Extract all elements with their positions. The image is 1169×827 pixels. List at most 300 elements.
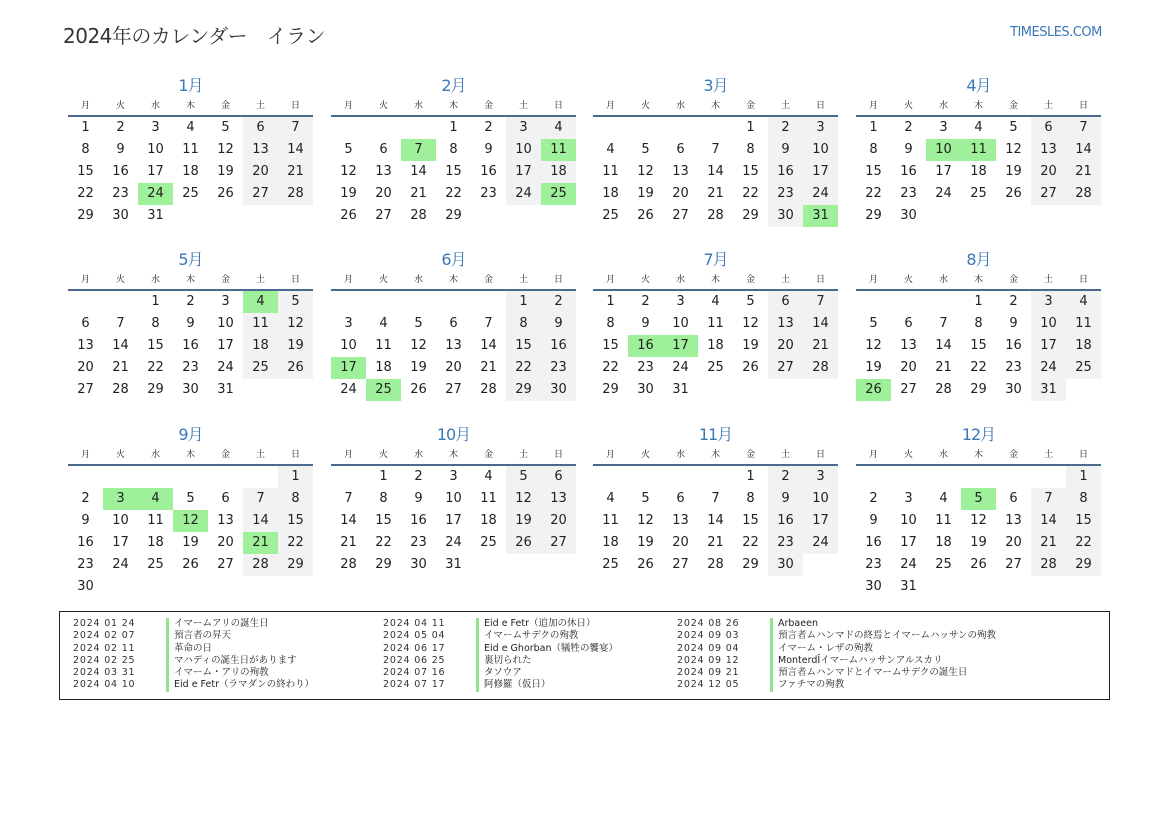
- holiday-name: 預言者の昇天: [166, 630, 231, 642]
- weekday-label: 金: [745, 450, 755, 460]
- weekday-header: [856, 271, 1101, 291]
- day-cell: 13: [672, 513, 689, 528]
- day-cell: 26: [637, 557, 654, 572]
- day-cell: 25: [707, 360, 724, 375]
- day-cell: 22: [742, 535, 759, 550]
- day-cell: 30: [900, 208, 917, 223]
- day-cell: 31: [672, 382, 689, 397]
- weekday-label: 月: [868, 450, 878, 460]
- holiday-column: [664, 618, 996, 692]
- day-grid: [68, 117, 313, 227]
- day-cell: 19: [970, 535, 987, 550]
- weekday-label: 土: [518, 450, 528, 460]
- holiday-day-cell: 17: [663, 335, 698, 357]
- day-cell: 24: [506, 183, 541, 205]
- day-cell: 2: [869, 491, 878, 506]
- day-cell: 2: [1009, 294, 1018, 309]
- day-cell: 17: [900, 535, 917, 550]
- day-cell: 5: [641, 491, 650, 506]
- day-cell: 18: [147, 535, 164, 550]
- day-cell: 2: [484, 120, 493, 135]
- day-cell: 27: [217, 557, 234, 572]
- day-cell: 10: [506, 139, 541, 161]
- day-cell: 25: [935, 557, 952, 572]
- day-cell: 5: [221, 120, 230, 135]
- day-cell: 4: [1066, 291, 1101, 313]
- holiday-name: Eid e Ghorban（犠牲の饗宴）: [476, 643, 618, 655]
- weekday-label: 木: [710, 275, 720, 285]
- day-cell: 16: [541, 335, 576, 357]
- day-cell: 20: [1005, 535, 1022, 550]
- weekday-label: 木: [973, 275, 983, 285]
- day-cell: 31: [147, 208, 164, 223]
- day-cell: 19: [1005, 164, 1022, 179]
- holiday-date: 2024 06 25: [383, 654, 446, 666]
- empty-cell: [243, 466, 278, 488]
- day-cell: 10: [900, 513, 917, 528]
- day-cell: 8: [606, 316, 615, 331]
- day-cell: 7: [711, 491, 720, 506]
- month-title: 6月: [441, 250, 466, 269]
- day-cell: 20: [375, 186, 392, 201]
- weekday-label: 火: [115, 450, 125, 460]
- day-cell: 3: [939, 120, 948, 135]
- day-cell: 21: [707, 535, 724, 550]
- day-cell: 29: [865, 208, 882, 223]
- day-cell: 27: [1005, 557, 1022, 572]
- empty-cell: [663, 466, 698, 488]
- day-cell: 4: [379, 316, 388, 331]
- day-cell: 31: [217, 382, 234, 397]
- day-cell: 15: [77, 164, 94, 179]
- holiday-date: 2024 07 17: [383, 679, 446, 691]
- day-cell: 4: [186, 120, 195, 135]
- day-cell: 17: [803, 510, 838, 532]
- holiday-name: Eid e Fetr（ラマダンの終わり）: [166, 679, 314, 691]
- day-cell: 31: [900, 579, 917, 594]
- empty-cell: [663, 117, 698, 139]
- weekday-label: 水: [150, 101, 160, 111]
- weekday-label: 月: [868, 275, 878, 285]
- weekday-label: 木: [185, 101, 195, 111]
- day-cell: 18: [707, 338, 724, 353]
- day-cell: 8: [746, 142, 755, 157]
- day-cell: 2: [116, 120, 125, 135]
- weekday-header: [68, 446, 313, 466]
- holiday-row: [60, 618, 314, 630]
- month-4: [856, 75, 1101, 227]
- day-cell: 20: [900, 360, 917, 375]
- day-cell: 14: [1031, 510, 1066, 532]
- day-cell: 13: [77, 338, 94, 353]
- day-cell: 30: [637, 382, 654, 397]
- day-cell: 1: [746, 469, 755, 484]
- day-cell: 15: [278, 510, 313, 532]
- day-cell: 1: [1066, 466, 1101, 488]
- empty-cell: [103, 291, 138, 313]
- day-cell: 26: [182, 557, 199, 572]
- day-cell: 30: [182, 382, 199, 397]
- day-cell: 21: [480, 360, 497, 375]
- day-cell: 7: [939, 316, 948, 331]
- day-cell: 21: [803, 335, 838, 357]
- weekday-label: 木: [973, 101, 983, 111]
- day-cell: 4: [711, 294, 720, 309]
- day-cell: 5: [344, 142, 353, 157]
- weekday-label: 水: [938, 101, 948, 111]
- day-cell: 23: [900, 186, 917, 201]
- day-cell: 11: [375, 338, 392, 353]
- day-cell: 28: [243, 554, 278, 576]
- day-cell: 20: [768, 335, 803, 357]
- weekday-label: 水: [413, 450, 423, 460]
- weekday-label: 土: [780, 275, 790, 285]
- day-cell: 12: [506, 488, 541, 510]
- empty-cell: [593, 466, 628, 488]
- day-cell: 18: [480, 513, 497, 528]
- empty-cell: [628, 466, 663, 488]
- day-cell: 6: [1009, 491, 1018, 506]
- day-cell: 7: [711, 142, 720, 157]
- day-cell: 6: [904, 316, 913, 331]
- month-title: 4月: [966, 76, 991, 95]
- day-cell: 16: [1005, 338, 1022, 353]
- day-cell: 22: [602, 360, 619, 375]
- day-cell: 2: [768, 466, 803, 488]
- weekday-label: 木: [710, 450, 720, 460]
- day-cell: 6: [676, 491, 685, 506]
- day-cell: 5: [414, 316, 423, 331]
- day-cell: 17: [147, 164, 164, 179]
- day-grid: [68, 291, 313, 401]
- day-cell: 17: [803, 161, 838, 183]
- weekday-label: 日: [553, 101, 563, 111]
- day-cell: 26: [410, 382, 427, 397]
- holiday-date: 2024 02 25: [73, 654, 136, 666]
- day-cell: 31: [445, 557, 462, 572]
- weekday-label: 金: [745, 275, 755, 285]
- day-cell: 13: [445, 338, 462, 353]
- holiday-date: 2024 03 31: [73, 667, 136, 679]
- day-cell: 1: [81, 120, 90, 135]
- day-cell: 27: [1031, 183, 1066, 205]
- holiday-row: [60, 643, 314, 655]
- day-cell: 13: [541, 488, 576, 510]
- day-cell: 14: [935, 338, 952, 353]
- day-cell: 13: [672, 164, 689, 179]
- day-cell: 9: [186, 316, 195, 331]
- holiday-date: 2024 09 04: [677, 642, 740, 654]
- day-cell: 17: [935, 164, 952, 179]
- day-cell: 6: [1031, 117, 1066, 139]
- day-cell: 7: [1031, 488, 1066, 510]
- day-cell: 12: [637, 164, 654, 179]
- day-cell: 22: [1066, 532, 1101, 554]
- holiday-row: [664, 618, 996, 630]
- day-cell: 29: [445, 208, 462, 223]
- day-cell: 13: [243, 139, 278, 161]
- holiday-row: [664, 667, 996, 679]
- month-title: 2月: [441, 76, 466, 95]
- day-cell: 24: [445, 535, 462, 550]
- day-cell: 11: [147, 513, 164, 528]
- day-cell: 8: [746, 491, 755, 506]
- holiday-day-cell: 11: [541, 139, 576, 161]
- day-cell: 17: [112, 535, 129, 550]
- day-cell: 6: [243, 117, 278, 139]
- weekday-label: 金: [220, 101, 230, 111]
- weekday-label: 金: [1008, 275, 1018, 285]
- day-cell: 26: [970, 557, 987, 572]
- empty-cell: [331, 117, 366, 139]
- day-cell: 19: [637, 186, 654, 201]
- day-cell: 11: [182, 142, 199, 157]
- day-cell: 16: [112, 164, 129, 179]
- weekday-label: 水: [675, 101, 685, 111]
- day-cell: 31: [1031, 379, 1066, 401]
- holiday-row: [370, 667, 618, 679]
- month-1: [68, 75, 313, 227]
- day-cell: 21: [112, 360, 129, 375]
- holiday-date: 2024 08 26: [677, 618, 740, 629]
- month-title: 7月: [703, 250, 728, 269]
- day-cell: 18: [375, 360, 392, 375]
- day-cell: 28: [278, 183, 313, 205]
- day-cell: 22: [506, 357, 541, 379]
- day-cell: 21: [707, 186, 724, 201]
- day-cell: 8: [81, 142, 90, 157]
- day-cell: 21: [278, 161, 313, 183]
- weekday-label: 土: [255, 275, 265, 285]
- day-cell: 1: [379, 469, 388, 484]
- day-cell: 23: [768, 183, 803, 205]
- day-grid: [331, 291, 576, 401]
- empty-cell: [926, 466, 961, 488]
- day-cell: 10: [803, 139, 838, 161]
- day-cell: 15: [865, 164, 882, 179]
- holiday-row: [370, 679, 618, 691]
- day-cell: 24: [112, 557, 129, 572]
- weekday-label: 日: [553, 275, 563, 285]
- holiday-date: 2024 01 24: [73, 618, 136, 629]
- day-cell: 15: [742, 513, 759, 528]
- day-cell: 18: [602, 535, 619, 550]
- weekday-label: 土: [518, 101, 528, 111]
- day-cell: 9: [768, 488, 803, 510]
- holiday-row: [664, 655, 996, 667]
- holiday-day-cell: 31: [803, 205, 838, 227]
- holiday-name: 阿修羅（仮日）: [476, 679, 551, 691]
- day-cell: 12: [970, 513, 987, 528]
- day-cell: 3: [904, 491, 913, 506]
- month-5: [68, 249, 313, 401]
- weekday-label: 土: [780, 101, 790, 111]
- month-10: [331, 424, 576, 576]
- month-title: 8月: [966, 250, 991, 269]
- day-cell: 20: [217, 535, 234, 550]
- day-cell: 18: [970, 164, 987, 179]
- empty-cell: [138, 466, 173, 488]
- day-cell: 14: [243, 510, 278, 532]
- day-cell: 28: [112, 382, 129, 397]
- weekday-label: 土: [255, 450, 265, 460]
- day-cell: 25: [182, 186, 199, 201]
- day-cell: 24: [935, 186, 952, 201]
- day-cell: 3: [676, 294, 685, 309]
- day-cell: 1: [151, 294, 160, 309]
- empty-cell: [856, 466, 891, 488]
- holiday-row: [60, 667, 314, 679]
- weekday-label: 金: [220, 450, 230, 460]
- holiday-date: 2024 04 11: [383, 618, 446, 629]
- day-cell: 6: [541, 466, 576, 488]
- day-cell: 19: [742, 338, 759, 353]
- day-cell: 28: [1066, 183, 1101, 205]
- day-cell: 12: [742, 316, 759, 331]
- day-cell: 4: [484, 469, 493, 484]
- empty-cell: [628, 117, 663, 139]
- holiday-row: [664, 679, 996, 691]
- day-cell: 26: [217, 186, 234, 201]
- day-cell: 30: [768, 205, 803, 227]
- page-title: 2024年のカレンダー イラン: [63, 24, 326, 48]
- day-cell: 11: [602, 513, 619, 528]
- day-cell: 30: [112, 208, 129, 223]
- day-cell: 8: [151, 316, 160, 331]
- day-cell: 17: [217, 338, 234, 353]
- day-cell: 9: [81, 513, 90, 528]
- day-grid: [856, 466, 1101, 598]
- day-cell: 21: [935, 360, 952, 375]
- holiday-name: MonterdÎイマームハッサンアルスカリ: [770, 655, 943, 667]
- day-cell: 1: [606, 294, 615, 309]
- weekday-label: 木: [448, 450, 458, 460]
- day-cell: 25: [602, 208, 619, 223]
- day-cell: 7: [116, 316, 125, 331]
- day-cell: 1: [869, 120, 878, 135]
- weekday-header: [593, 97, 838, 117]
- weekday-label: 水: [938, 275, 948, 285]
- site-link[interactable]: TIMESLES.COM: [1010, 25, 1102, 40]
- day-cell: 10: [445, 491, 462, 506]
- day-cell: 5: [278, 291, 313, 313]
- weekday-label: 月: [343, 101, 353, 111]
- day-grid: [593, 117, 838, 227]
- weekday-label: 日: [290, 101, 300, 111]
- day-cell: 7: [278, 117, 313, 139]
- weekday-label: 月: [868, 101, 878, 111]
- day-cell: 15: [445, 164, 462, 179]
- day-cell: 20: [1031, 161, 1066, 183]
- day-cell: 28: [1031, 554, 1066, 576]
- day-cell: 11: [935, 513, 952, 528]
- holiday-name: マハディの誕生日があります: [166, 655, 297, 667]
- day-grid: [856, 117, 1101, 227]
- weekday-label: 日: [1078, 101, 1088, 111]
- day-cell: 20: [77, 360, 94, 375]
- day-cell: 14: [340, 513, 357, 528]
- day-cell: 3: [803, 466, 838, 488]
- day-cell: 1: [278, 466, 313, 488]
- day-cell: 10: [340, 338, 357, 353]
- day-cell: 3: [151, 120, 160, 135]
- holiday-name: 預言者ムハンマドの終焉とイマームハッサンの殉教: [770, 630, 996, 642]
- day-cell: 17: [1031, 335, 1066, 357]
- day-cell: 22: [742, 186, 759, 201]
- month-12: [856, 424, 1101, 598]
- weekday-label: 日: [1078, 275, 1088, 285]
- day-cell: 21: [340, 535, 357, 550]
- day-cell: 29: [742, 208, 759, 223]
- month-title: 5月: [178, 250, 203, 269]
- weekday-label: 水: [150, 275, 160, 285]
- month-2: [331, 75, 576, 227]
- day-cell: 23: [541, 357, 576, 379]
- weekday-label: 日: [290, 450, 300, 460]
- holiday-row: [60, 655, 314, 667]
- weekday-label: 火: [903, 275, 913, 285]
- holiday-date: 2024 02 11: [73, 642, 136, 654]
- day-cell: 15: [147, 338, 164, 353]
- day-cell: 4: [541, 117, 576, 139]
- weekday-label: 月: [605, 450, 615, 460]
- day-cell: 13: [900, 338, 917, 353]
- day-cell: 18: [541, 161, 576, 183]
- weekday-label: 金: [483, 275, 493, 285]
- month-title: 11月: [698, 425, 733, 444]
- day-cell: 20: [243, 161, 278, 183]
- holiday-day-cell: 4: [138, 488, 173, 510]
- empty-cell: [366, 117, 401, 139]
- day-cell: 10: [217, 316, 234, 331]
- day-cell: 16: [768, 510, 803, 532]
- day-cell: 13: [768, 313, 803, 335]
- day-cell: 22: [77, 186, 94, 201]
- weekday-header: [68, 97, 313, 117]
- weekday-label: 水: [675, 275, 685, 285]
- day-cell: 6: [379, 142, 388, 157]
- weekday-label: 月: [80, 101, 90, 111]
- day-cell: 3: [449, 469, 458, 484]
- day-cell: 14: [278, 139, 313, 161]
- holiday-day-cell: 21: [243, 532, 278, 554]
- weekday-label: 木: [448, 101, 458, 111]
- day-cell: 24: [1031, 357, 1066, 379]
- month-11: [593, 424, 838, 576]
- holiday-name: イマームアリの誕生日: [166, 618, 269, 630]
- day-cell: 29: [742, 557, 759, 572]
- weekday-label: 金: [745, 101, 755, 111]
- day-cell: 2: [414, 469, 423, 484]
- weekday-label: 火: [378, 275, 388, 285]
- holiday-date: 2024 06 17: [383, 642, 446, 654]
- day-cell: 8: [974, 316, 983, 331]
- holiday-date: 2024 12 05: [677, 679, 740, 691]
- weekday-label: 火: [640, 101, 650, 111]
- weekday-label: 火: [378, 450, 388, 460]
- weekday-label: 月: [343, 450, 353, 460]
- day-cell: 18: [602, 186, 619, 201]
- day-cell: 18: [935, 535, 952, 550]
- holiday-name: Eid e Fetr（追加の休日）: [476, 618, 595, 630]
- weekday-label: 金: [483, 450, 493, 460]
- holiday-row: [370, 618, 618, 630]
- day-cell: 19: [865, 360, 882, 375]
- day-cell: 25: [602, 557, 619, 572]
- day-cell: 23: [112, 186, 129, 201]
- day-cell: 21: [410, 186, 427, 201]
- holiday-row: [60, 679, 314, 691]
